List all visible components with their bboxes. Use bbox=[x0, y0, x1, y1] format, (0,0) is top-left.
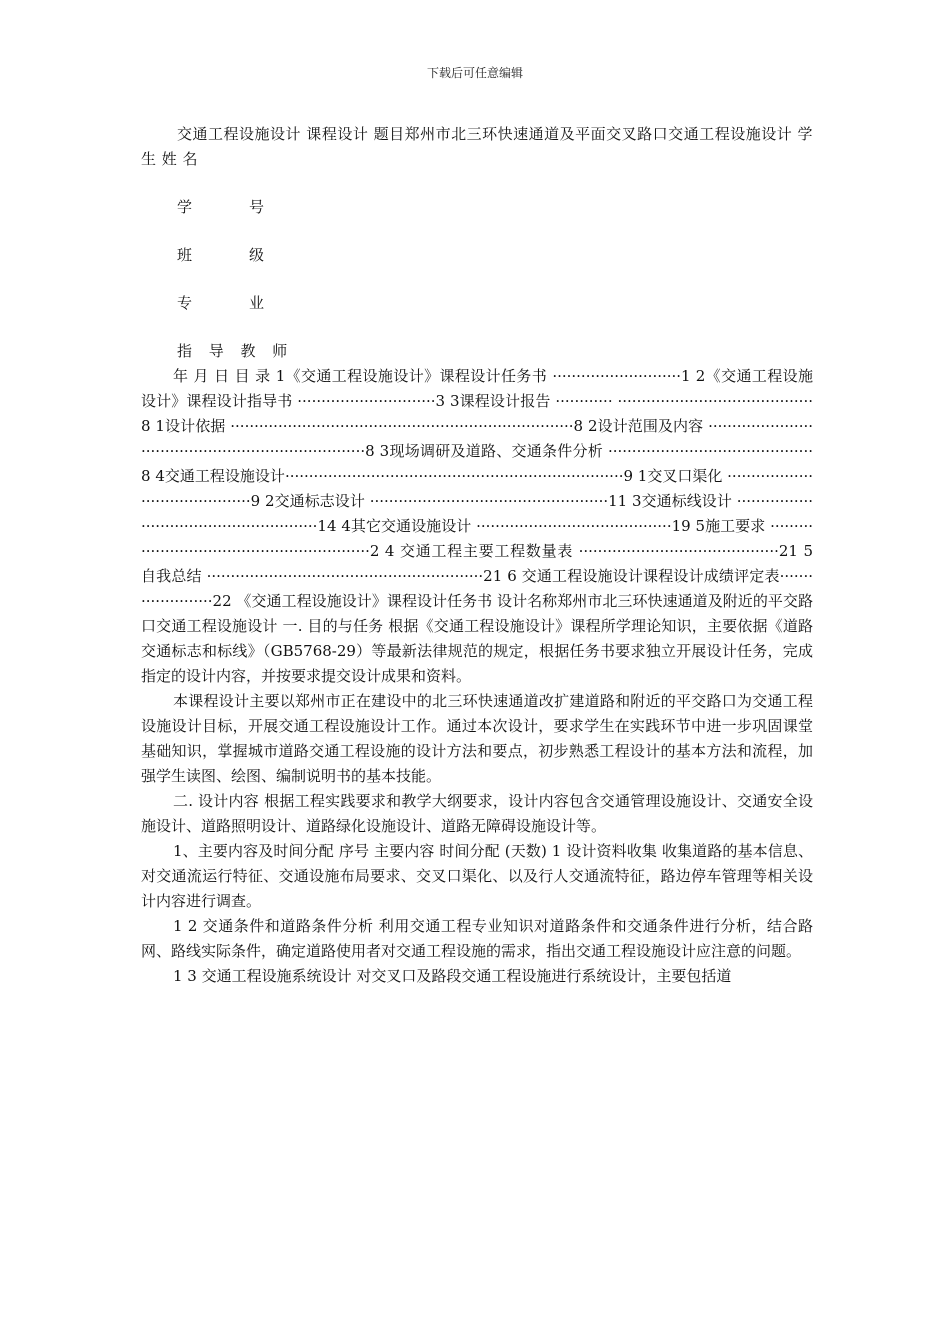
field-label: 号 bbox=[249, 198, 265, 216]
page-header: 下载后可任意编辑 bbox=[426, 66, 523, 80]
field-label: 班 bbox=[177, 246, 193, 264]
field-label: 学 bbox=[177, 198, 193, 216]
document-body bbox=[141, 122, 813, 989]
field-label: 专 bbox=[177, 294, 193, 312]
field-label: 指 导 教 师 bbox=[177, 342, 294, 360]
table-of-contents: 年 月 日 目 录 1《交通工程设施设计》课程设计任务书 ···························1 2《交通工程设施设计》课程设计指导书 ·····························3 3课程设计报告 ············ ·········································8 1设计依据 ········································································8 2设计范围及内容 ·····································································8 3现场调研及道路、交通条件分析 ···········································8 4交通工程设施设计·······································································9 1交叉口渠化 ·········································9 2交通标志设计 ··················································11 3交通标线设计 ·····················································14 4其它交通设施设计 ·········································19 5施工要求 ·························································2 4 交通工程主要工程数量表 ··········································21 5 自我总结 ··························································21 6 交通工程设施设计课程设计成绩评定表······················22 《交通工程设施设计》课程设计任务书 设计名称郑州市北三环快速通道及附近的平交路口交通工程设施设计 一. 目的与任务 根据《交通工程设施设计》课程所学理论知识，主要依据《道路交通标志和标线》（GB5768-29）等最新法律规范的规定，根据任务书要求独立开展设计任务，完成指定的设计内容，并按要求提交设计成果和资料。 bbox=[141, 367, 813, 685]
paragraph: 1 2 交通条件和道路条件分析 利用交通工程专业知识对道路条件和交通条件进行分析，结合路网、路线实际条件，确定道路使用者对交通工程设施的需求，指出交通工程设施设计应注意的问题。 bbox=[141, 917, 813, 960]
paragraph: 1、主要内容及时间分配 序号 主要内容 时间分配 (天数) 1 设计资料收集 收集道路的基本信息、对交通流运行特征、交通设施布局要求、交叉口渠化、以及行人交通流特征，路边停车管理等相关设计内容进行调查。 bbox=[141, 842, 813, 910]
field-student-id bbox=[141, 195, 813, 220]
field-advisor bbox=[141, 339, 813, 364]
field-major bbox=[141, 291, 813, 316]
field-class bbox=[141, 243, 813, 268]
paragraph: 二. 设计内容 根据工程实践要求和教学大纲要求，设计内容包含交通管理设施设计、交通安全设施设计、道路照明设计、道路绿化设施设计、道路无障碍设施设计等。 bbox=[141, 792, 813, 835]
document-title: 交通工程设施设计 课程设计 题目郑州市北三环快速通道及平面交叉路口交通工程设施设计 学 生 姓 名 bbox=[141, 125, 813, 168]
field-label: 业 bbox=[249, 294, 265, 312]
field-label: 级 bbox=[249, 246, 265, 264]
paragraph: 1 3 交通工程设施系统设计 对交叉口及路段交通工程设施进行系统设计，主要包括道 bbox=[173, 967, 732, 985]
paragraph: 本课程设计主要以郑州市正在建设中的北三环快速通道改扩建道路和附近的平交路口为交通工程设施设计目标，开展交通工程设施设计工作。通过本次设计，要求学生在实践环节中进一步巩固课堂基础知识，掌握城市道路交通工程设施的设计方法和要点，初步熟悉工程设计的基本方法和流程，加强学生读图、绘图、编制说明书的基本技能。 bbox=[141, 692, 813, 785]
